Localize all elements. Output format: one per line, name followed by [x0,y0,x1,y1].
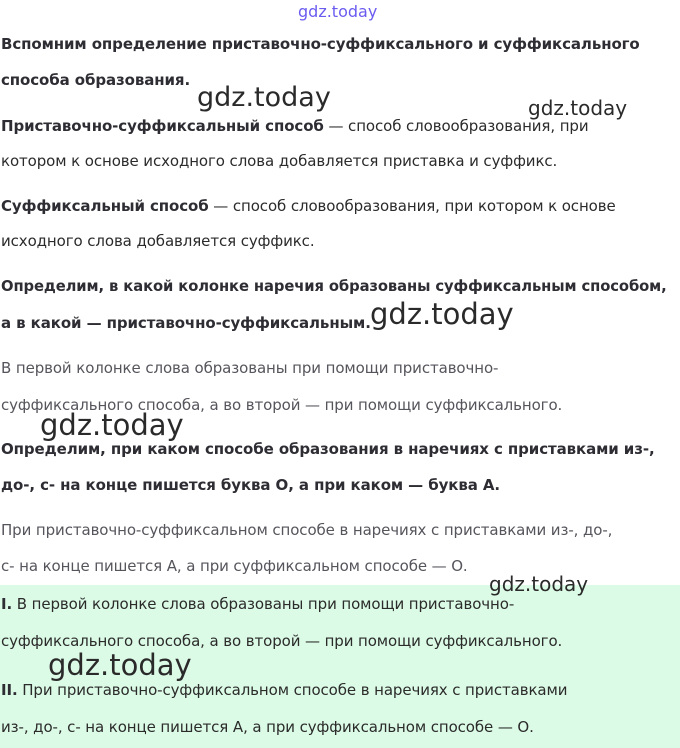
definition-1-line-2: котором к основе исходного слова добавляется приставка и суффикс. [1,152,558,170]
watermark-top: gdz.today [298,2,378,21]
final-item-2-marker: II. [1,681,18,699]
intro-line-1: Вспомним определение приставочно-суффиксального и суффиксального [1,35,640,53]
final-item-1-line-1 [1,586,514,623]
final-item-1-text: В первой колонке слова образованы при помощи приставочно- [12,595,515,613]
question-2-line-2: до-, с- на конце пишется буква О, а при каком — буква А. [1,476,500,494]
definition-2-term: Суффиксальный способ [1,197,209,215]
watermark: gdz.today [528,96,628,120]
question-1-line-1: Определим, в какой колонке наречия образованы суффиксальным способом, [1,278,667,295]
watermark: gdz.today [370,297,514,331]
watermark: gdz.today [489,572,589,596]
question-1-line-2: а в какой — приставочно-суффиксальным. [1,314,371,332]
question-2-line-1: Определим, при каком способе образования в наречиях с приставками из-, [1,440,655,458]
intro-line-2: способа образования. [1,71,191,89]
watermark: gdz.today [40,408,184,442]
answer-1-line-1: В первой колонке слова образованы при помощи приставочно- [1,359,499,377]
final-item-2-line-2: из-, до-, с- на конце пишется А, а при суффиксальном способе — О. [1,718,534,736]
watermark: gdz.today [48,648,192,682]
answer-2-line-1: При приставочно-суффиксальном способе в наречиях с приставками из-, до-, [1,521,613,539]
answer-2-line-2: с- на конце пишется А, а при суффиксальном способе — О. [1,557,468,575]
watermark: gdz.today [197,82,331,113]
definition-1-rest: — способ словообразования, при [323,117,589,135]
definition-1-term: Приставочно-суффиксальный способ [1,117,324,135]
definition-2-rest: — способ словообразования, при котором к основе [208,197,616,215]
final-item-1-marker: I. [1,595,13,613]
final-item-2-text: При приставочно-суффиксальном способе в наречиях с приставками [17,681,568,699]
definition-2-line-1 [1,188,616,225]
answer-1-line-2: суффиксального способа, а во второй — при помощи суффиксального. [1,396,563,414]
definition-1-line-1 [1,108,588,145]
final-item-1-line-2: суффиксального способа, а во второй — при помощи суффиксального. [1,632,563,650]
definition-2-line-2: исходного слова добавляется суффикс. [1,232,315,250]
